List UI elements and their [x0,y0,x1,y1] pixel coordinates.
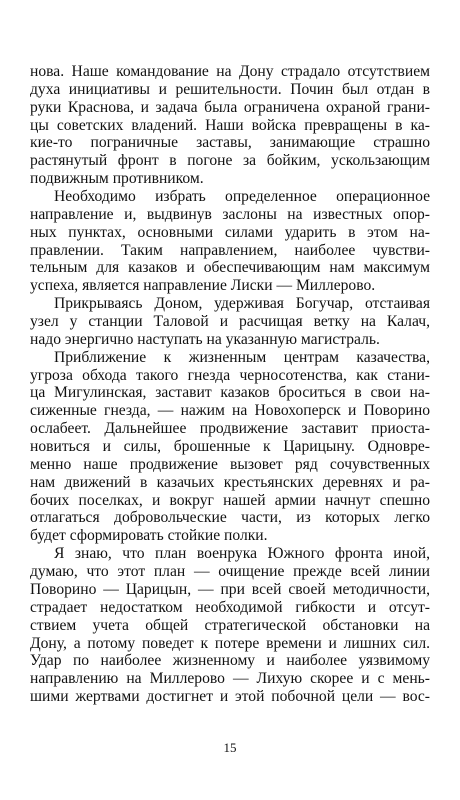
text-block [30,63,430,706]
paragraph [30,545,430,706]
text-line: тельным для казаков и обеспечивающим нам максимум [30,259,430,277]
text-line: цы советских владений. Наши войска превращены в ка- [30,116,430,134]
text-line: шими жертвами достигнет и этой побочной цели — вос- [30,688,430,706]
text-line: ных пунктах, основными силами ударить в этом на- [30,223,430,241]
text-line: правлении. Таким направлением, наиболее чувстви- [30,241,430,259]
text-line: сиженные гнезда, — нажим на Новохоперск и Поворино [30,402,430,420]
paragraph [30,349,430,545]
text-line: ствием учета общей стратегической обстановки на [30,616,430,634]
text-line: бочих поселках, и вокруг нашей армии начнут спешно [30,491,430,509]
text-line: направлению на Миллерово — Лихую скорее и с мень- [30,670,430,688]
text-line: нам движений в казачьих крестьянских деревнях и ра- [30,473,430,491]
text-line: Поворино — Царицын, — при всей своей методичности, [30,580,430,598]
text-line: Приближение к жизненным центрам казачества, [54,348,430,366]
text-line: кие-то пограничные заставы, занимающие страшно [30,134,430,152]
text-line: менно наше продвижение вызовет ряд сочувственных [30,455,430,473]
text-line: угроза обхода такого гнезда черносотенства, как стани- [30,366,430,384]
paragraph [30,63,430,188]
text-line: страдает недостатком необходимой гибкости и отсут- [30,598,430,616]
text-line: будет сформировать стойкие полки. [30,527,268,545]
text-line: ослабеет. Дальнейшее продвижение заставит приоста- [30,420,430,438]
text-line: ца Мигулинская, заставит казаков броситься в свои на- [30,384,430,402]
page-number: 15 [223,740,237,755]
text-line: успеха, является направление Лиски — Миллерово. [30,277,376,295]
text-line: новиться и силы, брошенные к Царицыну. Одновре- [30,438,430,456]
text-line: Я знаю, что план военрука Южного фронта иной, [54,545,430,563]
text-line: нова. Наше командование на Дону страдало отсутствием [30,63,430,80]
text-line: Удар по наиболее жизненному и наиболее уязвимому [30,652,430,670]
text-line: думаю, что этот план — очищение прежде всей линии [30,563,430,581]
text-line: духа инициативы и решительности. Почин был отдан в [30,80,430,98]
text-line: подвижным противником. [30,170,204,188]
text-line: направление и, выдвинув заслоны на известных опор- [30,205,430,223]
text-line: Прикрываясь Доном, удерживая Богучар, отстаивая [54,295,430,313]
text-line: узел у станции Таловой и расчищая ветку на Калач, [30,313,430,331]
text-line: Дону, а потому поведет к потере времени и лишних сил. [30,634,430,652]
paragraph [30,188,430,295]
text-line: руки Краснова, и задача была ограничена охраной грани- [30,98,430,116]
text-line: растянутый фронт в погоне за бойким, ускользающим [30,152,430,170]
paragraph [30,295,430,349]
text-line: отлагаться добровольческие части, из которых легко [30,509,430,527]
text-line: Необходимо избрать определенное операционное [54,188,430,206]
text-line: надо энергично наступать на указанную магистраль. [30,330,380,348]
